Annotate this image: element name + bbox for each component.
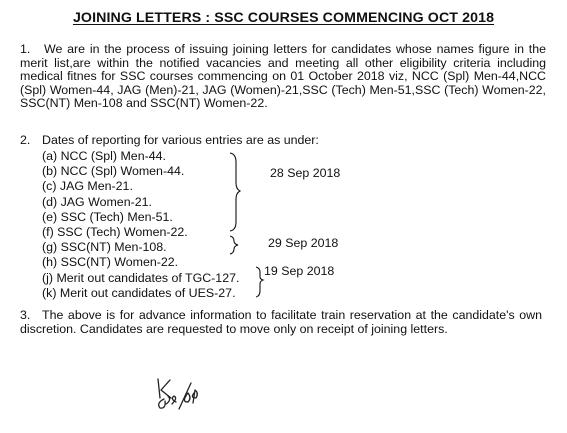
list-item: (g) SSC(NT) Men-108. bbox=[42, 240, 167, 255]
reporting-date-3: 19 Sep 2018 bbox=[264, 264, 335, 278]
list-item: (a) NCC (Spl) Men-44. bbox=[42, 149, 166, 163]
list-item: (f) SSC (Tech) Women-22. bbox=[42, 224, 188, 239]
list-item: (h) SSC(NT) Women-22. bbox=[42, 255, 179, 270]
paragraph-3-text: The above is for advance information to facilitate train reservation at the candidate's own discretion. Candidates are requested to move only on receipt of joining letters. bbox=[20, 308, 542, 337]
brace-group-1 bbox=[230, 153, 240, 231]
list-item: (e) SSC (Tech) Men-51. bbox=[42, 209, 173, 224]
paragraph-3-number: 3. bbox=[20, 308, 31, 322]
list-item: (b) NCC (Spl) Women-44. bbox=[42, 164, 185, 179]
handwritten-signature-icon bbox=[158, 379, 197, 409]
brace-group-2 bbox=[230, 236, 238, 254]
reporting-date-1: 28 Sep 2018 bbox=[270, 166, 341, 180]
brace-group-3 bbox=[256, 267, 263, 297]
list-item: (k) Merit out candidates of UES-27. bbox=[42, 285, 236, 300]
paragraph-2-heading-text: Dates of reporting for various entries are as under: bbox=[42, 133, 319, 147]
reporting-date-2: 29 Sep 2018 bbox=[268, 236, 339, 250]
paragraph-1-number: 1. bbox=[20, 42, 31, 56]
list-item: (j) Merit out candidates of TGC-127. bbox=[42, 270, 240, 285]
paragraph-2-number: 2. bbox=[20, 133, 31, 147]
paragraph-3 bbox=[20, 308, 542, 336]
document-title-text: JOINING LETTERS : SSC COURSES COMMENCING OCT 2018 bbox=[72, 10, 495, 26]
list-item: (d) JAG Women-21. bbox=[42, 194, 152, 209]
paragraph-1-text: We are in the process of issuing joining letters for candidates whose names figure in the merit list,are within the notified vacancies and meeting all other eligibility criteria including medical fitnes for SSC courses commencing on 01 October 2018 viz, NCC (Spl) Men-44,NCC (Spl) Women-44, JAG (Men)-21, JAG (Women)-21,SSC (Tech) Men-51,SSC (Tech) Women-22, SSC(NT) Men-108 and SSC(NT) Women-22. bbox=[20, 42, 546, 111]
list-item: (c) JAG Men-21. bbox=[42, 179, 133, 194]
